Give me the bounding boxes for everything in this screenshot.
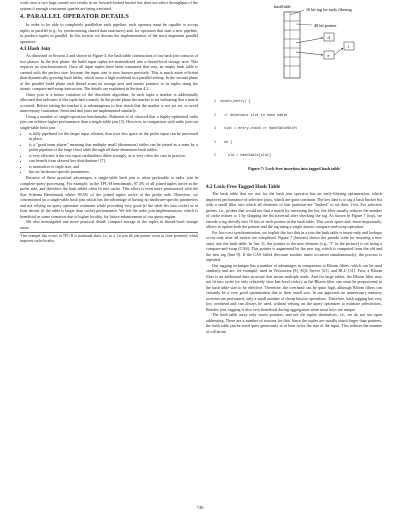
list-item: • is insensitive to tuple size, and bbox=[29, 164, 198, 170]
paragraph: As discussed in Section 2 and shown in Figure 3, the hash table construction of our hash join consists of two phases. In the first phase, the build input tuples are materialized into a thread-local storage area. This requires no synchronization. Once all input tuples have been consumed that way, an empty hash table is created with the perfect size, because the input size is now known precisely. This is much more efficient than dynamically growing hash tables, which incur a high overhead in a parallel setting. In the second phase of the parallel build phase each thread scans its storage area and inserts pointers to its tuples using the atomic compare-and-swap instruction. The details are explained in Section 4.2. bbox=[20, 53, 198, 91]
code-line: 1 insert(entry) { bbox=[213, 100, 251, 104]
figure-7 bbox=[206, 2, 382, 178]
entry-box bbox=[344, 42, 354, 50]
paragraph: We also investigated one more practical detail: compact storage of the tuples in thread-local storage areas. bbox=[20, 219, 198, 230]
hash-table-array bbox=[284, 12, 300, 78]
paragraph: The hash table that we use for the hash join operator has an early-filtering optimization, which improves performance of selective joins, which are quite common. The key idea is to tag a hash bucket list with a small filter into which all elements of that partition are "hashed" to set their 1-bit. For selective probes, i.e., probes that would not find a match by traversing the list, the filter usually reduces the number of cache misses to 1 by skipping the list traversal after checking the tag. As shown in Figure 7 (top), we encode a tag directly into 16 bits of each pointer in the hash table. This saves space and, more importantly, allows to update both the pointer and the tag using a single atomic compare-and-swap operation. bbox=[206, 191, 382, 229]
paragraph: Because of these practical advantages, a single-table hash join is often preferable to radix join in complete query processing. For example, in the TPC-H benchmark, 97.4% of all joined tuples arrive at the probe side, and therefore the hash tables often fit into cache. This effect is even more pronounced with the Star Schema Benchmark where 99.5% of the joined tuples arrive at the probe side. Therefore, we concentrated on a single-table hash join which has the advantage of having no hardware-specific parameters and not relying on query optimizer estimates while providing very good (if the table fits into cache) or at least decent (if the table is larger than cache) performance. We left the radix join implementation, which is beneficial in some scenarios due to higher locality, for future enhancement of our query engine. bbox=[20, 175, 198, 219]
code-line: 5 old = hashTable[slot] bbox=[213, 154, 271, 158]
right-column bbox=[206, 182, 382, 334]
entry-label: d bbox=[327, 35, 330, 40]
code-line: 4 do { bbox=[213, 140, 233, 145]
section-intro: In order to be able to completely parallelize each pipeline, each operator must be capable to accept tuples in parallel (e.g., by synchronizing shared data structures) and, for operators that start a new pipeline, to produce tuples in parallel. In this section we discuss the implementation of the most important parallel operators. bbox=[20, 22, 198, 44]
list-item: • can benefit from skewed key distributions¹ [7], bbox=[29, 158, 198, 164]
code-line: 2 // determine slot in hash table bbox=[213, 113, 288, 118]
tag-bits-label: 16 bit tag for early filtering bbox=[306, 7, 352, 12]
paragraph: Using a number of single-operation benchmarks, Balkesen et al. showed that a highly-optimized radix join can achieve higher performance than a single-table join [5]. However, in comparison with radix join our single-table hash join bbox=[20, 113, 198, 130]
entry-label: e bbox=[327, 53, 330, 58]
subsection-title-lock-free: 4.2 Lock-Free Tagged Hash Table bbox=[206, 184, 281, 190]
entry-label: f bbox=[347, 44, 349, 49]
paragraph: For low-cost synchronization, we exploit the fact that in a join the hash table is insert-only and lookups occur only after all inserts are completed. Figure 7 (bottom) shows the pseudo code for inserting a new entry into the hash table. In line 11, the pointer to the new element (e.g., "f" in the picture) is set using a compare-and-swap (CAS). This pointer is augmented by the new tag, which is computed from the old and the new tag (line 9). If the CAS failed (because another insert occurred simultaneously), the process is repeated. bbox=[206, 229, 382, 262]
paragraph: Our tagging technique has a number of advantages in comparison to Bloom filters, which can be used similarly and are, for example, used in Vectorwise [8], SQL Server [21], and BLU [31]. First, a Bloom filter is an additional data structure that incurs multiple reads. And for large tables, the Bloom filter may not fit into cache (or only relatively slow last-level cache), as the Bloom filter size must be proportional to the hash table size to be effective. Therefore, the overhead can be quite high, although Bloom filters can certainly be a very good optimization due to their small size. In our approach no unnecessary memory accesses are performed, only a small number of cheap bitwise operations. Therefore, hash tagging has very low overhead and can always be used, without relying on the query optimizer to estimate selectivities. Besides join, tagging is also very beneficial during aggregation when most keys are unique. bbox=[206, 262, 382, 312]
footnote: ¹One example that occurs in TPC-H is positional skew, i.e., in a 1:n join all join partner occur in close proximity which improves cache locality. bbox=[20, 234, 198, 243]
intro-paragraph: work once a two bags owned row results in an forward-looked bucket but does not affect throughput of the system if enough concurrent queries are being executed. bbox=[20, 0, 198, 11]
figure-caption: Figure 7: Lock-free insertion into tagged hash table bbox=[248, 166, 340, 171]
paragraph: The hash table array only stores pointers, and not the tuples themselves, i.e., we do not use open addressing. There are a number of reasons for this: Since the tuples are usually much larger than pointers, the hash table can be sized quite generously to at least twice the size of the input. This reduces the number of collisions bbox=[206, 312, 382, 334]
paragraph: Outer join is a minor variation of the described algorithm. In each tuple a marker is additionally allocated that indicates if this tuple had a match. In the probe phase the marker is set indicating that a match occurred. Before setting the marker it is advantageous to first check that the marker is not yet set, to avoid unnecessary contention. Semi and anti joins are implemented similarly. bbox=[20, 91, 198, 113]
tagged-hash-table-diagram bbox=[206, 2, 382, 90]
list-item: • has no hardware-specific parameters. bbox=[29, 169, 198, 175]
left-column bbox=[20, 0, 198, 243]
subsection-title-hash-join: 4.1 Hash Join bbox=[20, 46, 51, 52]
pointer-bits-label: 48 bit pointer bbox=[314, 23, 337, 28]
advantages-list bbox=[20, 131, 198, 175]
list-item: • is very efficient if the two input cardinalities differ strongly, as is very often the case in practice, bbox=[29, 153, 198, 159]
insert-pseudocode bbox=[206, 91, 382, 165]
list-item: • is fully pipelined for the larger input relation, thus uses less space as the probe input can be processed in place, bbox=[29, 131, 198, 142]
list-item: • is a "good team player" meaning that multiple small (dimension) tables can be joined as a team by a probe pipeline of the large (fact) table through all these dimension hash tables, bbox=[29, 142, 198, 153]
code-line: 3 slot = entry->hash >> hashTableShift bbox=[213, 127, 298, 131]
page-number: 749 bbox=[196, 505, 204, 510]
hash-table-label: hashTable bbox=[274, 4, 291, 9]
section-title: 4. PARALLEL OPERATOR DETAILS bbox=[20, 13, 129, 20]
